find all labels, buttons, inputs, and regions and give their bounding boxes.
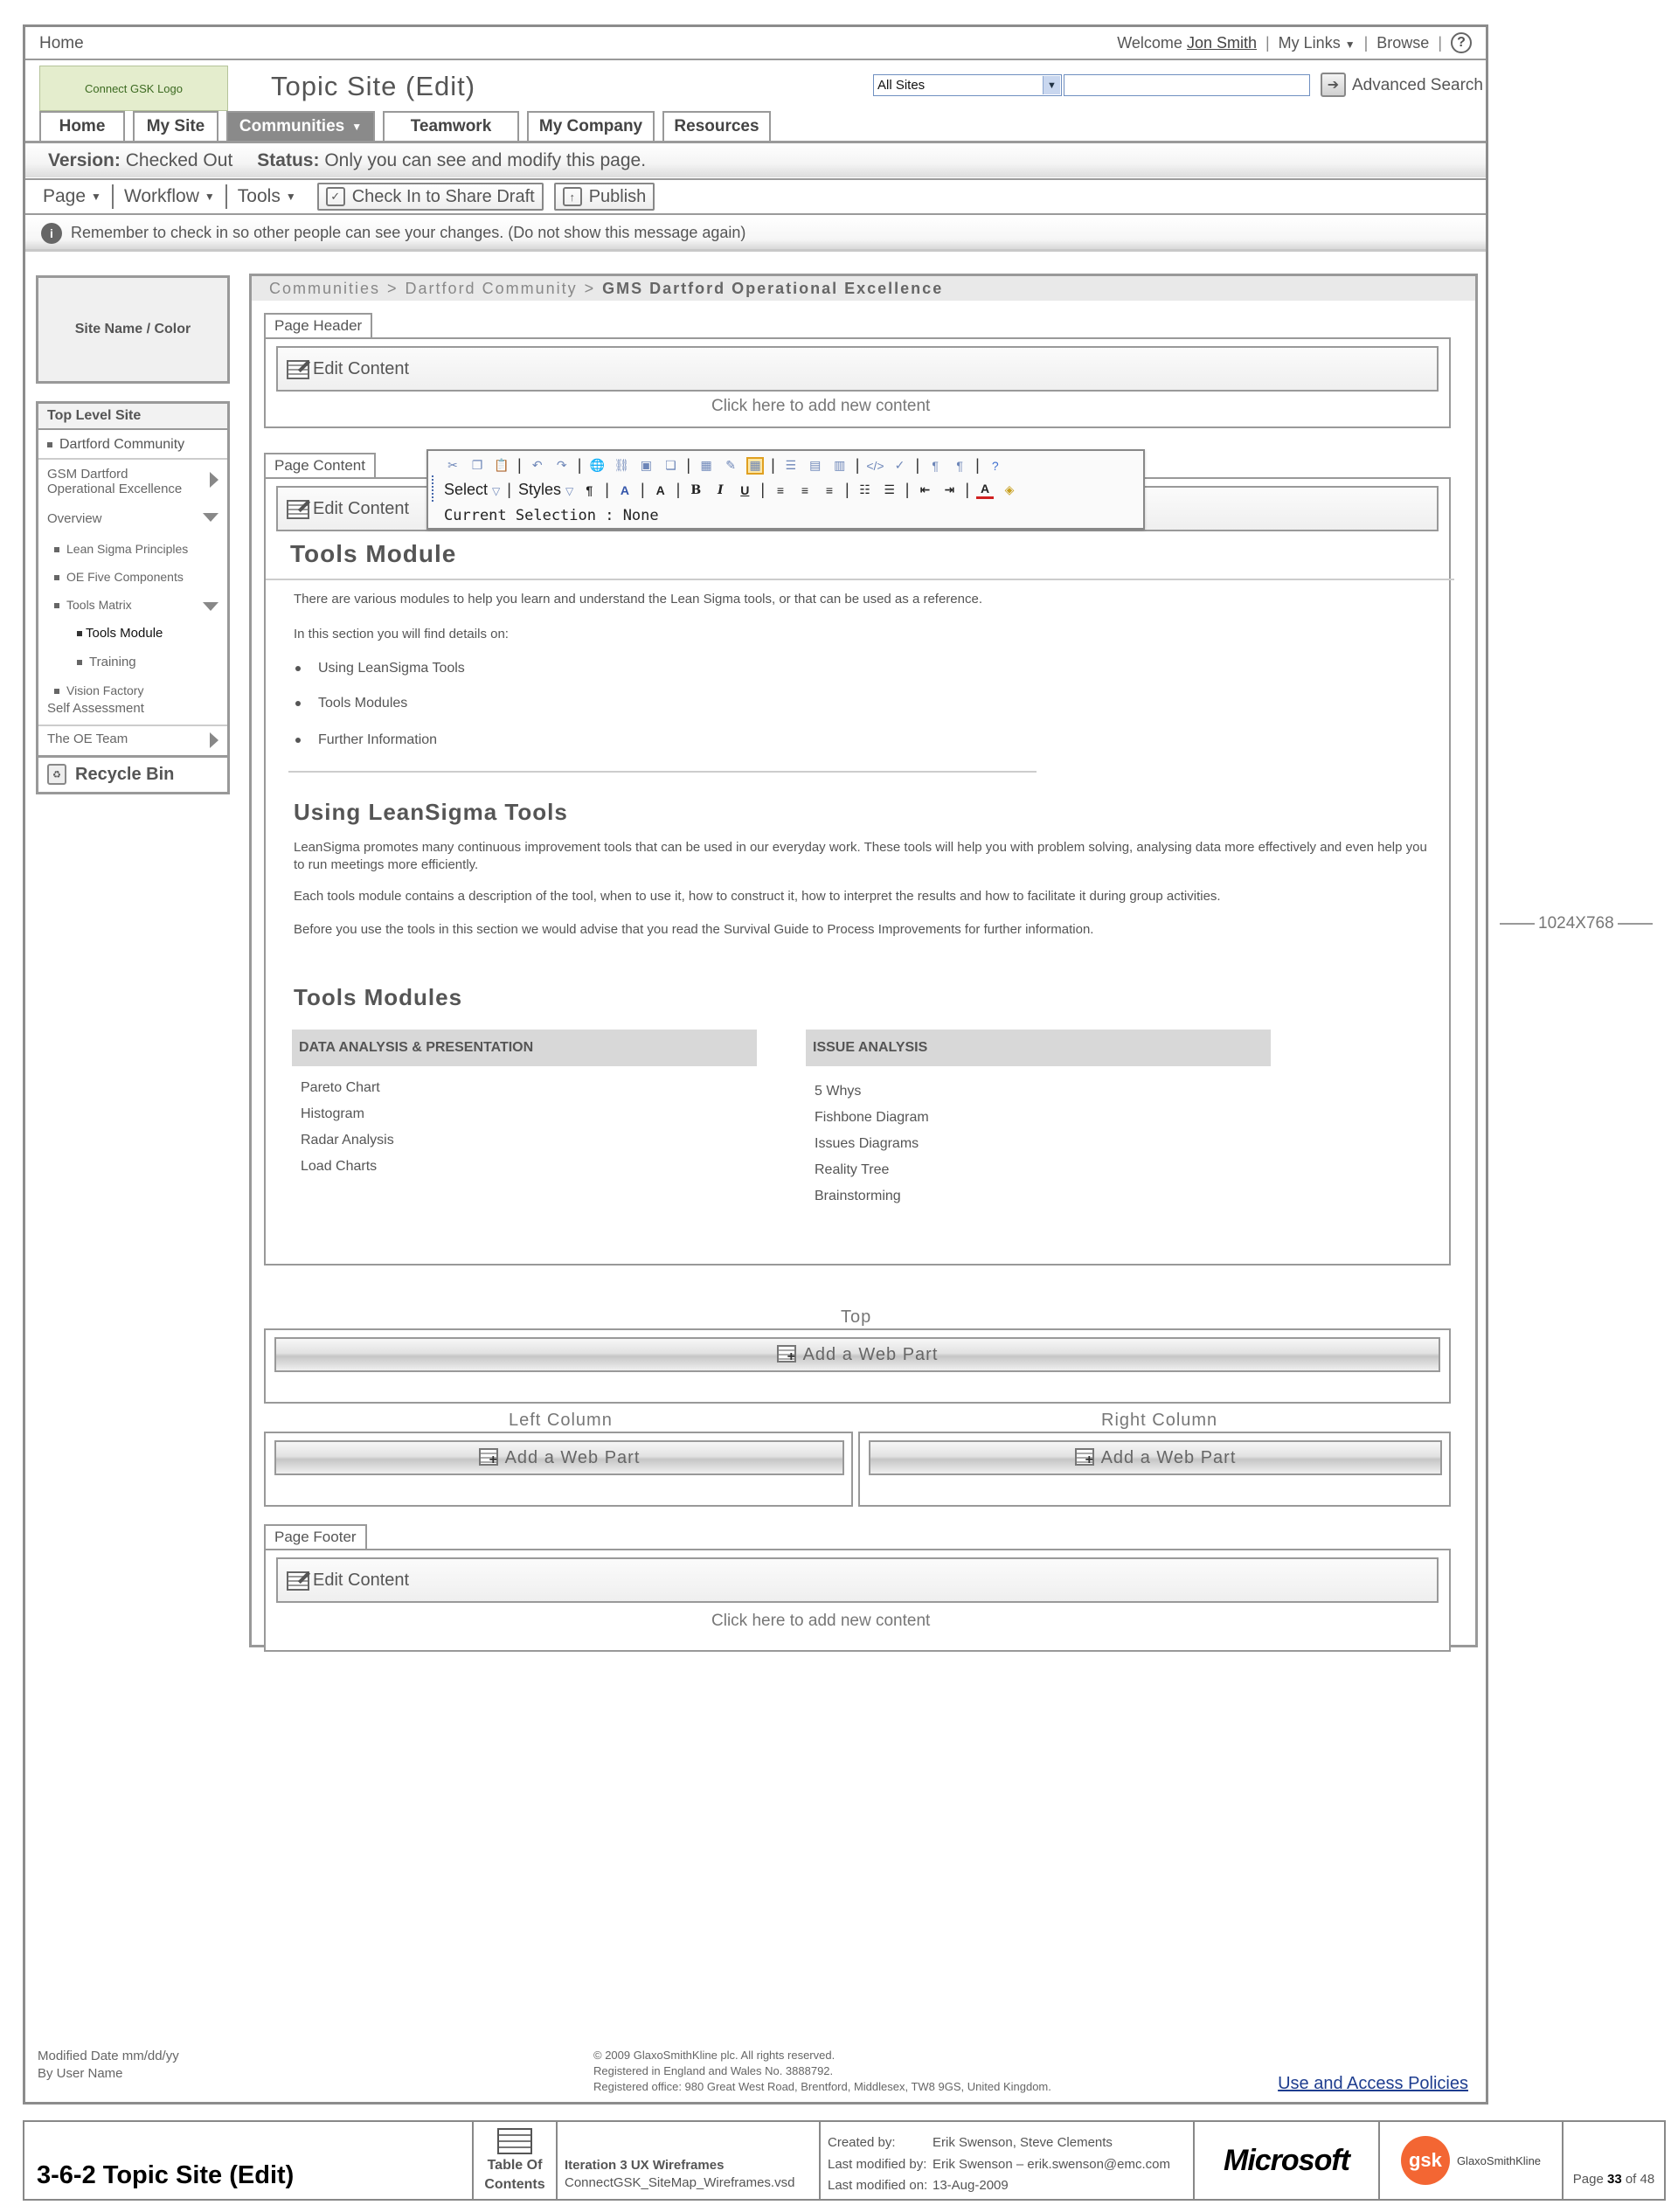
page-header-zone (264, 337, 1451, 428)
nav-overview[interactable] (38, 501, 227, 535)
check-in-reminder (25, 217, 1486, 252)
modified-on-label: Last modified on: (828, 2178, 928, 2194)
nav-lean-sigma-principles[interactable] (38, 535, 227, 565)
module-link[interactable]: Brainstorming (815, 1189, 901, 1203)
separator: | (517, 456, 522, 474)
page-edit-toolbar (25, 178, 1486, 215)
separator: | (845, 481, 849, 498)
add-new-content-link[interactable]: Click here to add new content (711, 1612, 931, 1630)
html-source-icon[interactable]: </> (866, 458, 884, 473)
iteration-info (558, 2122, 821, 2199)
top-web-part-zone (264, 1328, 1451, 1404)
separator: | (1363, 33, 1369, 52)
nav-oe-five-label: OE Five Components (66, 569, 184, 584)
bullet-icon (295, 701, 301, 706)
add-web-part-icon (1075, 1448, 1096, 1467)
nav-tools-module-label: Tools Module (86, 625, 163, 641)
font-icon[interactable]: A (620, 482, 629, 497)
insert-table-icon[interactable]: ▦ (746, 457, 764, 475)
modified-by: By User Name (38, 2065, 123, 2081)
bullet-icon (54, 547, 59, 552)
list-item-text[interactable]: Tools Modules (318, 696, 408, 711)
breadcrumb-communities[interactable]: Communities (269, 279, 381, 297)
tab-communities-label: Communities (239, 117, 345, 135)
unlink-icon[interactable]: ⛓ (614, 458, 630, 472)
nav-gsm-dartford[interactable] (38, 460, 227, 501)
search-scope-select[interactable] (873, 74, 1062, 96)
edit-content-label: Edit Content (313, 1570, 410, 1590)
page-of: of 48 (1625, 2172, 1655, 2187)
select-label: Select (444, 481, 489, 498)
module-link[interactable]: Issues Diagrams (815, 1136, 919, 1151)
welcome-text (1117, 34, 1257, 52)
breadcrumb-current: GMS Dartford Operational Excellence (602, 279, 944, 297)
chevron-down-icon: ▼ (91, 191, 101, 203)
file-name: ConnectGSK_SiteMap_Wireframes.vsd (565, 2174, 795, 2190)
page-prefix: Page (1572, 2172, 1604, 2187)
reminder-text[interactable]: Remember to check in so other people can see your changes. (Do not show this message again) (71, 224, 746, 241)
breadcrumb-dartford[interactable]: Dartford Community (405, 279, 578, 297)
add-web-part-label: Add a Web Part (504, 1447, 641, 1467)
list-item-text[interactable]: Further Information (318, 732, 438, 747)
toc-line-1: Table Of (487, 2158, 543, 2174)
separator: | (507, 481, 511, 498)
page-footer-zone-label: Page Footer (264, 1524, 367, 1549)
chevron-right-icon[interactable] (210, 732, 218, 748)
separator: | (905, 481, 910, 498)
nav-oe-team[interactable] (38, 725, 227, 755)
page-menu-label: Page (43, 186, 87, 206)
module-link[interactable]: Histogram (301, 1106, 364, 1121)
copy-icon[interactable]: ❐ (471, 458, 483, 472)
breadcrumb-separator: > (584, 279, 596, 297)
user-name-link[interactable]: Jon Smith (1186, 33, 1257, 52)
chevron-down-icon: ▼ (351, 121, 363, 133)
check-in-button[interactable] (317, 183, 544, 211)
separator: | (975, 456, 980, 474)
add-web-part-icon (479, 1448, 500, 1467)
wireframe-page-title: 3-6-2 Topic Site (Edit) (24, 2122, 474, 2199)
workflow-menu-label: Workflow (123, 186, 199, 206)
decrease-indent-icon[interactable]: ⇤ (919, 482, 931, 496)
nav-training[interactable] (38, 649, 227, 678)
add-web-part-button[interactable] (274, 1440, 844, 1475)
search-scope-value: All Sites (877, 78, 926, 93)
paragraph-icon[interactable]: ¶ (586, 482, 593, 497)
divider (288, 771, 1037, 773)
using-paragraph-2: Each tools module contains a description of the tool, when to use it, how to construct it, how to interpret the results and how to facilitate it during group activities. (294, 889, 1221, 904)
arrow-right-icon: ➔ (1327, 78, 1340, 93)
insert-column-icon[interactable]: ▤ (809, 458, 822, 472)
workflow-menu[interactable] (124, 184, 227, 209)
publish-icon: ↑ (563, 187, 582, 206)
edit-content-icon (285, 357, 311, 380)
document-meta (821, 2122, 1195, 2199)
issue-analysis-header: ISSUE ANALYSIS (806, 1030, 1271, 1066)
tab-my-company[interactable]: My Company (527, 111, 655, 141)
wireframe-frame (23, 24, 1488, 2105)
gsk-mark: gsk (1401, 2136, 1450, 2185)
microsoft-logo: Microsoft (1195, 2122, 1380, 2199)
page-content-zone-label: Page Content (264, 453, 376, 477)
dimension-text: 1024X768 (1538, 914, 1614, 933)
align-right-icon[interactable]: ≡ (825, 482, 834, 497)
top-bar-right (1117, 32, 1472, 53)
chevron-right-icon[interactable] (210, 472, 218, 488)
bullet-icon (77, 631, 82, 636)
footer-copyright (593, 2048, 1051, 2096)
top-level-site-link[interactable]: Top Level Site (38, 404, 227, 430)
current-selection: Current Selection : None (444, 507, 659, 524)
bullet-icon (54, 603, 59, 608)
welcome-label: Welcome (1117, 33, 1182, 52)
check-in-label: Check In to Share Draft (351, 186, 535, 206)
list-item-text[interactable]: Using LeanSigma Tools (318, 661, 465, 676)
page-title: Topic Site (Edit) (271, 71, 476, 101)
bullet-list-icon[interactable]: ☰ (884, 482, 895, 496)
left-navigation (36, 401, 230, 794)
page-header-zone-label: Page Header (264, 313, 372, 337)
dimension-line (1500, 923, 1535, 925)
merge-cells-icon[interactable]: ▥ (834, 458, 846, 472)
separator: | (640, 481, 645, 498)
created-by-value: Erik Swenson, Steve Clements (933, 2135, 1113, 2150)
redo-icon[interactable]: ↷ (556, 458, 567, 472)
nav-self-assessment[interactable]: Self Assessment (47, 700, 144, 716)
bullet-icon (47, 442, 52, 447)
select-dropdown[interactable] (444, 481, 500, 499)
modified-by-value: Erik Swenson – erik.swenson@emc.com (933, 2156, 1170, 2172)
my-links-label: My Links (1278, 33, 1341, 52)
edit-content-button[interactable] (276, 346, 1439, 392)
add-web-part-icon (777, 1345, 798, 1364)
cut-icon[interactable]: ✂ (447, 458, 458, 472)
list-item (295, 732, 437, 748)
bullet-icon (54, 689, 59, 694)
bullet-icon (77, 660, 82, 665)
copyright-line-2: Registered in England and Wales No. 3888792. (593, 2064, 834, 2078)
hyperlink-icon[interactable]: 🌐 (589, 458, 606, 472)
version-label: Version: (48, 149, 121, 170)
edit-content-label: Edit Content (313, 358, 410, 378)
right-column-zone (858, 1432, 1451, 1507)
rich-text-toolbar (426, 449, 1145, 530)
nav-oe-team-label: The OE Team (47, 731, 128, 746)
tab-communities[interactable] (226, 111, 375, 141)
chevron-down-icon: ▽ (565, 485, 574, 497)
chevron-down-icon: ▼ (285, 191, 296, 203)
module-link[interactable]: Pareto Chart (301, 1080, 380, 1095)
nav-gsm-line2: Operational Excellence (47, 482, 183, 497)
divider (266, 579, 1454, 580)
dimension-line (1618, 923, 1653, 925)
separator: | (577, 456, 582, 474)
separator: | (676, 481, 681, 498)
content-title: Tools Module (290, 540, 457, 567)
nav-dartford-label: Dartford Community (59, 437, 185, 452)
modified-date: Modified Date mm/dd/yy (38, 2049, 179, 2063)
rtl-icon[interactable]: ¶ (956, 458, 963, 473)
chevron-down-icon: ▽ (492, 485, 501, 497)
edit-content-button[interactable] (276, 1557, 1439, 1603)
separator: | (915, 456, 920, 474)
undo-icon[interactable]: ↶ (531, 458, 543, 472)
list-item (295, 661, 465, 676)
table-icon[interactable]: ▦ (700, 458, 712, 472)
separator: | (965, 481, 970, 498)
created-by-label: Created by: (828, 2135, 896, 2150)
chevron-down-icon: ▼ (1344, 38, 1356, 51)
add-web-part-button[interactable] (274, 1337, 1440, 1372)
nav-vision-label: Vision Factory (66, 683, 144, 697)
text-color-icon[interactable]: A (976, 482, 994, 499)
page-menu[interactable] (43, 184, 114, 209)
tools-menu[interactable] (238, 184, 307, 209)
module-link[interactable]: 5 Whys (815, 1084, 862, 1099)
align-center-icon[interactable]: ≡ (801, 482, 809, 497)
separator: | (686, 456, 691, 474)
nav-tools-module-current[interactable] (38, 621, 227, 649)
separator: | (1265, 33, 1270, 52)
home-link[interactable]: Home (39, 34, 84, 52)
bullet-icon (295, 666, 301, 671)
wireframe-title-block (23, 2120, 1666, 2201)
iteration-name: Iteration 3 UX Wireframes (565, 2158, 725, 2173)
bold-icon[interactable]: B (690, 482, 702, 497)
publish-button[interactable] (554, 183, 655, 211)
styles-dropdown[interactable] (518, 481, 573, 499)
numbered-list-icon[interactable]: ☷ (859, 482, 870, 496)
publish-label: Publish (588, 186, 647, 206)
my-links-menu[interactable] (1279, 34, 1356, 52)
recycle-bin-icon: ♻ (47, 764, 66, 785)
separator: | (771, 456, 775, 474)
status-label: Status: (257, 149, 320, 170)
modified-on-value: 13-Aug-2009 (933, 2178, 1009, 2194)
info-icon: i (41, 223, 62, 244)
bullet-icon (295, 738, 301, 743)
recycle-bin-label: Recycle Bin (75, 764, 175, 784)
right-column-label: Right Column (1101, 1411, 1218, 1430)
nav-vision-factory[interactable] (38, 678, 227, 699)
footer-modified (38, 2048, 179, 2082)
using-section-title: Using LeanSigma Tools (294, 799, 568, 825)
separator: | (760, 481, 765, 498)
separator: | (855, 456, 860, 474)
tab-home[interactable]: Home (39, 111, 125, 141)
edit-content-icon (285, 1569, 311, 1591)
search-input[interactable] (1064, 74, 1310, 96)
separator: | (605, 481, 609, 498)
advanced-search-link[interactable]: Advanced Search (1352, 76, 1483, 94)
tab-teamwork[interactable]: Teamwork (383, 111, 519, 141)
help-icon[interactable]: ? (991, 458, 999, 473)
module-link[interactable]: Fishbone Diagram (815, 1110, 929, 1125)
add-web-part-label: Add a Web Part (1100, 1447, 1237, 1467)
highlight-color-icon[interactable]: ◈ (1004, 482, 1015, 496)
dimension-annotation (1500, 914, 1653, 933)
nav-tools-matrix-label: Tools Matrix (66, 597, 132, 612)
nav-dartford-community[interactable] (38, 430, 227, 460)
tab-resources[interactable]: Resources (662, 111, 771, 141)
global-top-bar (25, 27, 1486, 60)
nav-tools-matrix[interactable] (38, 593, 227, 621)
copyright-line-3: Registered office: 980 Great West Road, Brentford, Middlesex, TW8 9GS, United Kingdom. (593, 2080, 1051, 2094)
modules-section-title: Tools Modules (294, 984, 463, 1010)
nav-oe-five-components[interactable] (38, 565, 227, 593)
edit-content-label: Edit Content (313, 498, 410, 518)
nav-lean-label: Lean Sigma Principles (66, 541, 189, 556)
gsk-logo (1380, 2122, 1564, 2199)
spellcheck-icon[interactable]: ✓ (894, 458, 905, 472)
styles-label: Styles (517, 481, 561, 498)
list-item (295, 696, 407, 711)
italic-icon[interactable]: I (718, 482, 724, 497)
version-status (48, 150, 232, 171)
chevron-down-icon[interactable] (203, 602, 218, 611)
breadcrumb (252, 276, 1475, 301)
add-web-part-button[interactable] (869, 1440, 1442, 1475)
nav-gsm-line1: GSM Dartford (47, 467, 128, 482)
site-name-color: Site Name / Color (36, 275, 230, 384)
breadcrumb-separator: > (387, 279, 399, 297)
add-web-part-label: Add a Web Part (802, 1344, 939, 1364)
table-of-contents-icon (497, 2128, 532, 2154)
recycle-bin-link[interactable] (38, 755, 227, 792)
gsk-name: GlaxoSmithKline (1456, 2153, 1542, 2167)
nav-training-label: Training (89, 654, 136, 669)
table-edit-icon[interactable]: ✎ (725, 458, 736, 472)
rte-row-1 (444, 456, 1004, 475)
rte-row-2 (444, 481, 1018, 499)
check-in-icon: ✓ (326, 187, 345, 206)
copyright-line-1: © 2009 GlaxoSmithKline plc. All rights reserved. (593, 2049, 836, 2062)
table-of-contents-link[interactable] (474, 2122, 558, 2199)
increase-indent-icon[interactable]: ⇥ (944, 482, 955, 496)
add-new-content-link[interactable]: Click here to add new content (711, 397, 931, 415)
module-link[interactable]: Load Charts (301, 1159, 378, 1174)
page-footer-zone (264, 1549, 1451, 1652)
tools-menu-label: Tools (237, 186, 281, 206)
intro-paragraph: There are various modules to help you learn and understand the Lean Sigma tools, or that can be used as a reference. (294, 592, 982, 607)
site-logo[interactable]: Connect GSK Logo (39, 66, 228, 111)
top-zone-label: Top (841, 1307, 872, 1327)
help-icon[interactable]: ? (1451, 32, 1472, 53)
main-nav-tabs (39, 111, 779, 141)
module-link[interactable]: Reality Tree (815, 1162, 890, 1177)
ltr-icon[interactable]: ¶ (932, 458, 939, 473)
use-access-policies-link[interactable]: Use and Access Policies (1278, 2074, 1468, 2093)
page-num: 33 (1606, 2172, 1622, 2187)
chevron-down-icon[interactable] (203, 513, 218, 522)
modified-by-label: Last modified by: (828, 2156, 927, 2172)
chevron-down-icon[interactable]: ▼ (1043, 76, 1060, 94)
left-column-label: Left Column (509, 1411, 613, 1430)
underline-icon[interactable]: U (740, 482, 750, 497)
main-content-area (249, 274, 1478, 1647)
page-content-zone (264, 477, 1451, 1265)
page-number (1564, 2122, 1664, 2199)
insert-row-icon[interactable]: ☰ (785, 458, 797, 472)
using-paragraph-3: Before you use the tools in this section we would advise that you read the Survival Guide to Process Improvements for further information. (294, 922, 1094, 937)
font-size-icon[interactable]: A (655, 482, 665, 497)
page-status-bar (25, 141, 1486, 177)
status-value: Only you can see and modify this page. (324, 149, 647, 170)
page-status (257, 150, 646, 171)
toolbar-grip[interactable] (432, 475, 435, 502)
nav-overview-label: Overview (47, 510, 102, 526)
reusable-content-icon[interactable]: ❏ (665, 458, 676, 472)
section-intro: In this section you will find details on: (294, 627, 509, 641)
data-analysis-header: DATA ANALYSIS & PRESENTATION (292, 1030, 757, 1066)
module-link[interactable]: Radar Analysis (301, 1133, 394, 1148)
version-value: Checked Out (125, 149, 233, 170)
image-icon[interactable]: ▣ (640, 458, 652, 472)
chevron-down-icon: ▼ (204, 191, 215, 203)
align-left-icon[interactable]: ≡ (776, 482, 785, 497)
tab-my-site[interactable]: My Site (133, 111, 218, 141)
toc-line-2: Contents (484, 2177, 545, 2192)
bullet-icon (54, 575, 59, 580)
edit-content-icon (285, 497, 311, 520)
browse-link[interactable]: Browse (1376, 33, 1430, 52)
left-column-zone (264, 1432, 853, 1507)
separator: | (1438, 33, 1442, 52)
search-go-button[interactable] (1321, 73, 1346, 97)
paste-icon[interactable]: 📋 (494, 458, 510, 472)
using-paragraph-1: LeanSigma promotes many continuous improvement tools that can be used in our everyday work. These tools will help you with problem solving, analysing data more effectively and even help you to run meetings more efficiently. (294, 840, 1427, 873)
